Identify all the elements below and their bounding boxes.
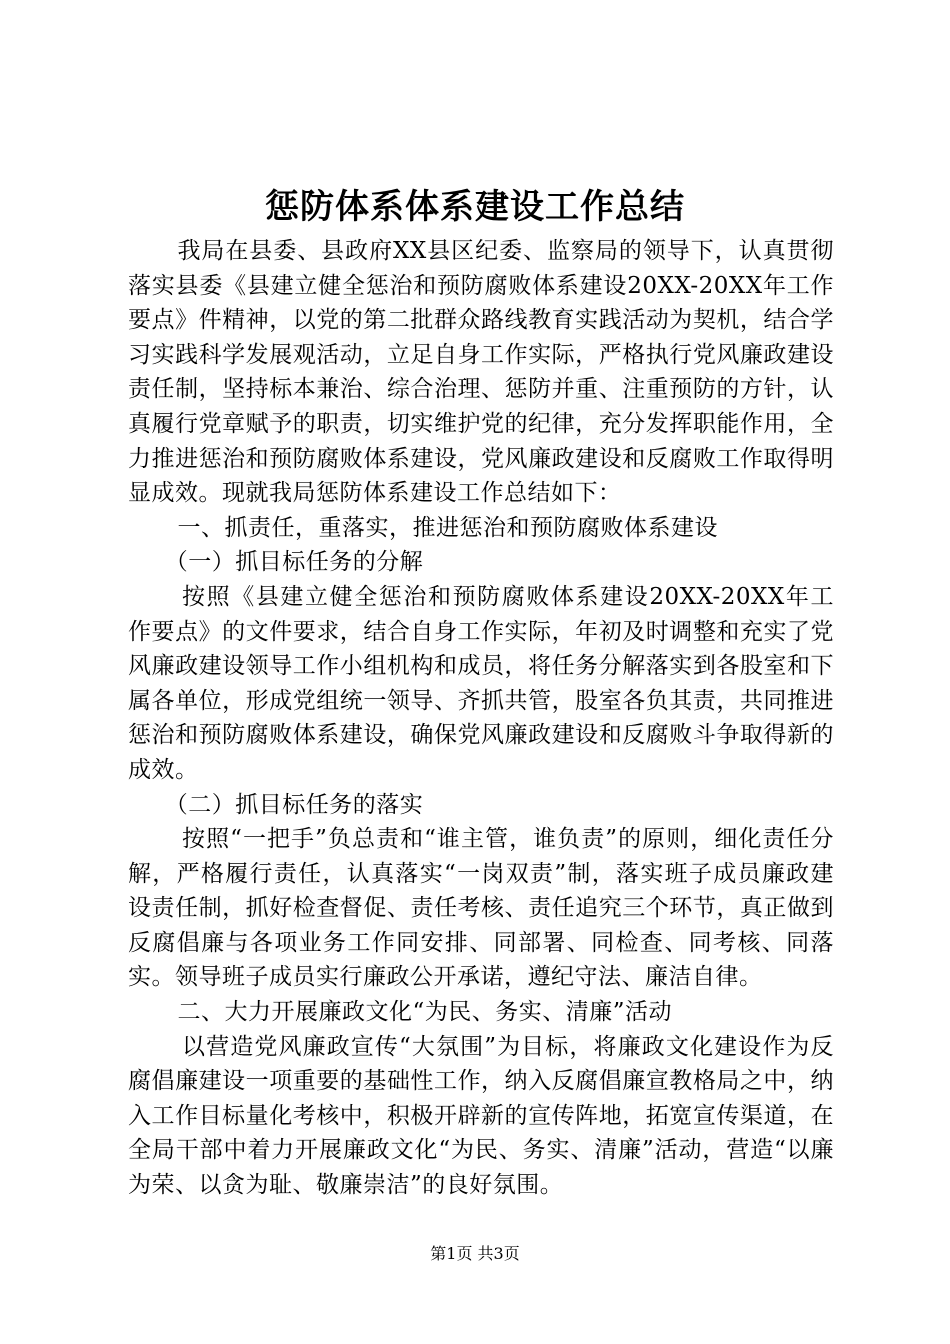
paragraph-subsection-2: 按照“一把手”负总责和“谁主管，谁负责”的原则，细化责任分解，严格履行责任，认真落实“一岗双责”制，落实班子成员廉政建设责任制，抓好检查督促、责任考核、责任追究三个环节，真正做到反腐倡廉与各项业务工作同安排、同部署、同检查、同考核、同落实。领导班子成员实行廉政公开承诺，遵纪守法、廉洁自律。 (128, 826, 834, 991)
subsection-heading-2: （二）抓目标任务的落实 (164, 791, 424, 818)
document-title: 惩防体系体系建设工作总结 (265, 187, 685, 227)
document-body (128, 234, 834, 1203)
paragraph-subsection-1: 按照《县建立健全惩治和预防腐败体系建设20XX-20XX年工作要点》的文件要求，结合自身工作实际，年初及时调整和充实了党风廉政建设领导工作小组机构和成员，将任务分解落实到各股室和下属各单位，形成党组统一领导、齐抓共管，股室各负其责，共同推进惩治和预防腐败体系建设，确保党风廉政建设和反腐败斗争取得新的成效。 (128, 583, 834, 783)
subsection-heading-1: （一）抓目标任务的分解 (164, 549, 424, 576)
section-heading-2: 二、大力开展廉政文化“为民、务实、清廉”活动 (177, 999, 672, 1026)
paragraph-intro: 我局在县委、县政府XX县区纪委、监察局的领导下，认真贯彻落实县委《县建立健全惩治和预防腐败体系建设20XX-20XX年工作要点》件精神，以党的第二批群众路线教育实践活动为契机，结合学习实践科学发展观活动，立足自身工作实际，严格执行党风廉政建设责任制，坚持标本兼治、综合治理、惩防并重、注重预防的方针，认真履行党章赋予的职责，切实维护党的纪律，充分发挥职能作用，全力推进惩治和预防腐败体系建设，党风廉政建设和反腐败工作取得明显成效。现就我局惩防体系建设工作总结如下： (128, 238, 834, 507)
section-heading-1: 一、抓责任，重落实，推进惩治和预防腐败体系建设 (177, 514, 718, 541)
page-number-footer: 第1页 共3页 (430, 1244, 520, 1263)
paragraph-section-2: 以营造党风廉政宣传“大氛围”为目标，将廉政文化建设作为反腐倡廉建设一项重要的基础性工作，纳入反腐倡廉宣教格局之中，纳入工作目标量化考核中，积极开辟新的宣传阵地，拓宽宣传渠道，在全局干部中着力开展廉政文化“为民、务实、清廉”活动，营造“以廉为荣、以贪为耻、敬廉崇洁”的良好氛围。 (128, 1033, 834, 1199)
